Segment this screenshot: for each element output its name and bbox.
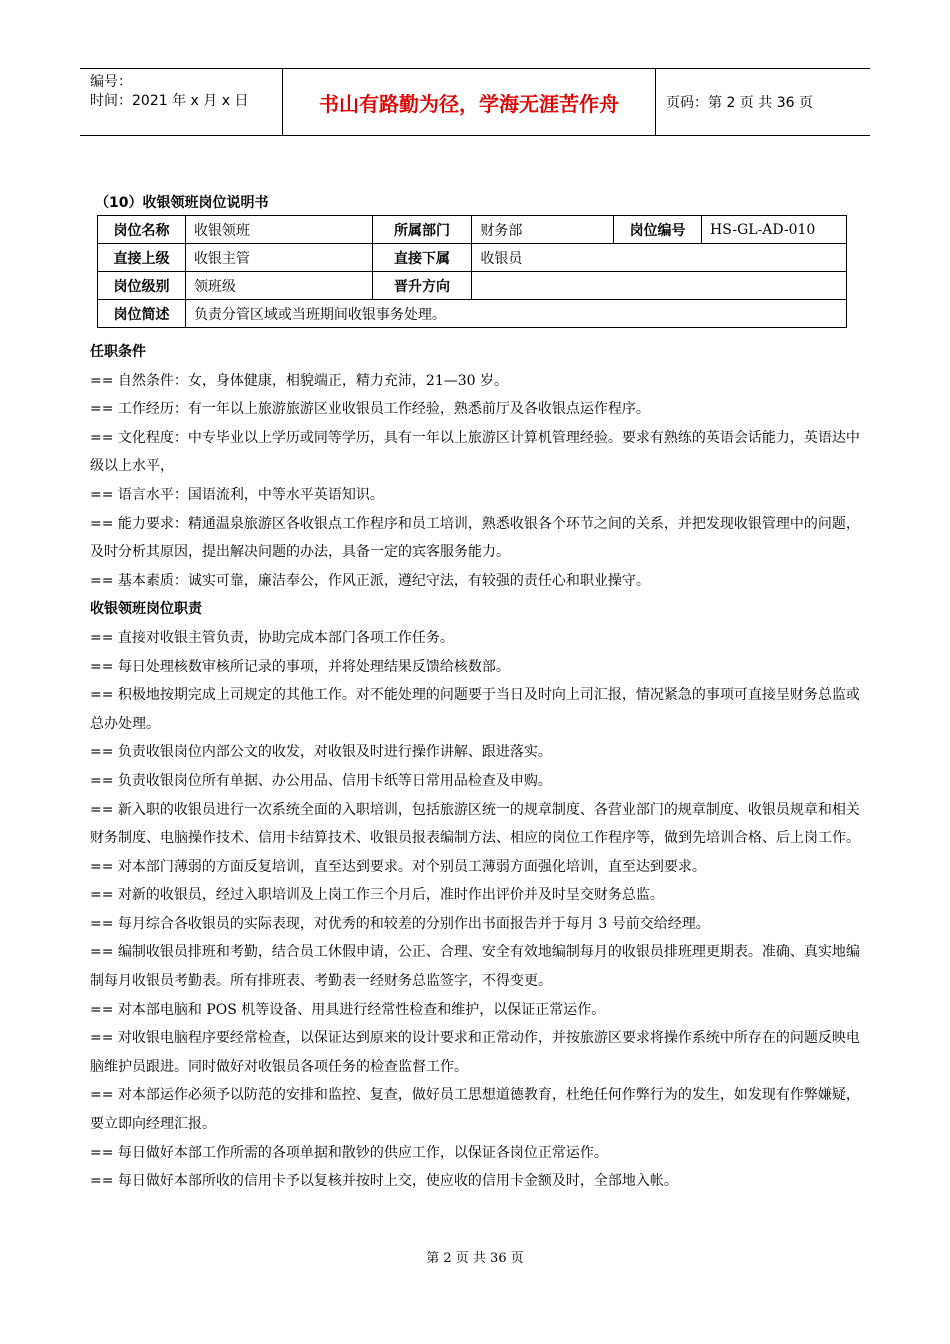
value-position-code: HS-GL-AD-010 bbox=[702, 216, 847, 244]
list-item: == 每月综合各收银员的实际表现，对优秀的和较差的分别作出书面报告并于每月 3 号前交给经理。 bbox=[90, 915, 710, 932]
table-row bbox=[98, 272, 847, 300]
label-position-name: 岗位名称 bbox=[98, 216, 186, 244]
table-row bbox=[98, 244, 847, 272]
header-motto: 书山有路勤为径，学海无涯苦作舟 bbox=[282, 69, 656, 135]
table-row bbox=[98, 216, 847, 244]
label-direct-subordinate: 直接下属 bbox=[372, 244, 472, 272]
duties-heading: 收银领班岗位职责 bbox=[90, 601, 202, 618]
value-direct-subordinate: 收银员 bbox=[472, 244, 847, 272]
list-item: == 工作经历：有一年以上旅游旅游区业收银员工作经验，熟悉前厅及各收银点运作程序。 bbox=[90, 401, 650, 418]
page-footer: 第 2 页 共 36 页 bbox=[426, 1251, 524, 1266]
list-item: == 基本素质：诚实可靠，廉洁奉公，作风正派，遵纪守法，有较强的责任心和职业操守。 bbox=[90, 572, 650, 589]
label-department: 所属部门 bbox=[372, 216, 472, 244]
list-item: == 直接对收银主管负责，协助完成本部门各项工作任务。 bbox=[90, 629, 454, 646]
list-item: == 能力要求：精通温泉旅游区各收银点工作程序和员工培训，熟悉收银各个环节之间的关系，并把发现收银管理中的问题，及时分析其原因，提出解决问题的办法，具备一定的宾客服务能力。 bbox=[90, 515, 860, 561]
list-item: == 文化程度：中专毕业以上学历或同等学历，具有一年以上旅游区计算机管理经验。要求有熟练的英语会话能力，英语达中级以上水平， bbox=[90, 429, 860, 475]
value-position-name: 收银领班 bbox=[185, 216, 372, 244]
job-info-table bbox=[97, 215, 847, 328]
label-position-summary: 岗位简述 bbox=[98, 300, 186, 328]
value-promotion-path bbox=[472, 272, 847, 300]
label-promotion-path: 晋升方向 bbox=[372, 272, 472, 300]
list-item: == 自然条件：女，身体健康，相貌端正，精力充沛，21—30 岁。 bbox=[90, 372, 508, 389]
document-body bbox=[90, 338, 865, 1196]
list-item: == 对本部电脑和 POS 机等设备、用具进行经常性检查和维护，以保证正常运作。 bbox=[90, 1001, 606, 1018]
list-item: == 编制收银员排班和考勤，结合员工休假申请，公正、合理、安全有效地编制每月的收银员排班理更期表。准确、真实地编制每月收银员考勤表。所有排班表、考勤表一经财务总监签字，不得变更。 bbox=[90, 944, 860, 990]
header-meta bbox=[80, 69, 282, 135]
list-item: == 负责收银岗位所有单据、办公用品、信用卡纸等日常用品检查及申购。 bbox=[90, 772, 552, 789]
list-item: == 对收银电脑程序要经常检查，以保证达到原来的设计要求和正常动作，并按旅游区要求将操作系统中所存在的问题反映电脑维护员跟进。同时做好对收银员各项任务的检查监督工作。 bbox=[90, 1030, 860, 1075]
list-item: == 对本部运作必须予以防范的安排和监控、复查，做好员工思想道德教育，杜绝任何作弊行为的发生，如发现有作弊嫌疑，要立即向经理汇报。 bbox=[90, 1087, 860, 1133]
list-item: == 积极地按期完成上司规定的其他工作。对不能处理的问题要于当日及时向上司汇报，情况紧急的事项可直接呈财务总监或总办处理。 bbox=[90, 687, 860, 732]
table-row bbox=[98, 300, 847, 328]
header-page-info: 页码：第 2 页 共 36 页 bbox=[666, 95, 813, 111]
value-department: 财务部 bbox=[472, 216, 614, 244]
value-position-summary: 负责分管区域或当班期间收银事务处理。 bbox=[185, 300, 846, 328]
page-header bbox=[80, 68, 870, 136]
list-item: == 对本部门薄弱的方面反复培训，直至达到要求。对个别员工薄弱方面强化培训，直至达到要求。 bbox=[90, 858, 706, 875]
list-item: == 新入职的收银员进行一次系统全面的入职培训，包括旅游区统一的规章制度、各营业部门的规章制度、收银员规章和相关财务制度、电脑操作技术、信用卡结算技术、收银员报表编制方法、相应的岗位工作程序等，做到先培训合格、后上岗工作。 bbox=[90, 801, 860, 847]
label-direct-superior: 直接上级 bbox=[98, 244, 186, 272]
document-date: 时间：2021 年 x 月 x 日 bbox=[90, 93, 249, 109]
list-item: == 语言水平：国语流利，中等水平英语知识。 bbox=[90, 486, 384, 503]
list-item: == 对新的收银员，经过入职培训及上岗工作三个月后，准时作出评价并及时呈交财务总监。 bbox=[90, 887, 664, 904]
list-item: == 每日做好本部所收的信用卡予以复核并按时上交，使应收的信用卡金额及时，全部地入帐。 bbox=[90, 1173, 678, 1190]
list-item: == 每日处理核数审核所记录的事项，并将处理结果反馈给核数部。 bbox=[90, 658, 510, 675]
label-position-level: 岗位级别 bbox=[98, 272, 186, 300]
list-item: == 负责收银岗位内部公文的收发，对收银及时进行操作讲解、跟进落实。 bbox=[90, 744, 552, 761]
value-position-level: 领班级 bbox=[185, 272, 372, 300]
value-direct-superior: 收银主管 bbox=[185, 244, 372, 272]
document-number-label: 编号： bbox=[90, 74, 132, 90]
label-position-code: 岗位编号 bbox=[614, 216, 702, 244]
list-item: == 每日做好本部工作所需的各项单据和散钞的供应工作，以保证各岗位正常运作。 bbox=[90, 1144, 608, 1161]
requirements-heading: 任职条件 bbox=[90, 344, 146, 360]
section-title: （10）收银领班岗位说明书 bbox=[95, 195, 269, 211]
